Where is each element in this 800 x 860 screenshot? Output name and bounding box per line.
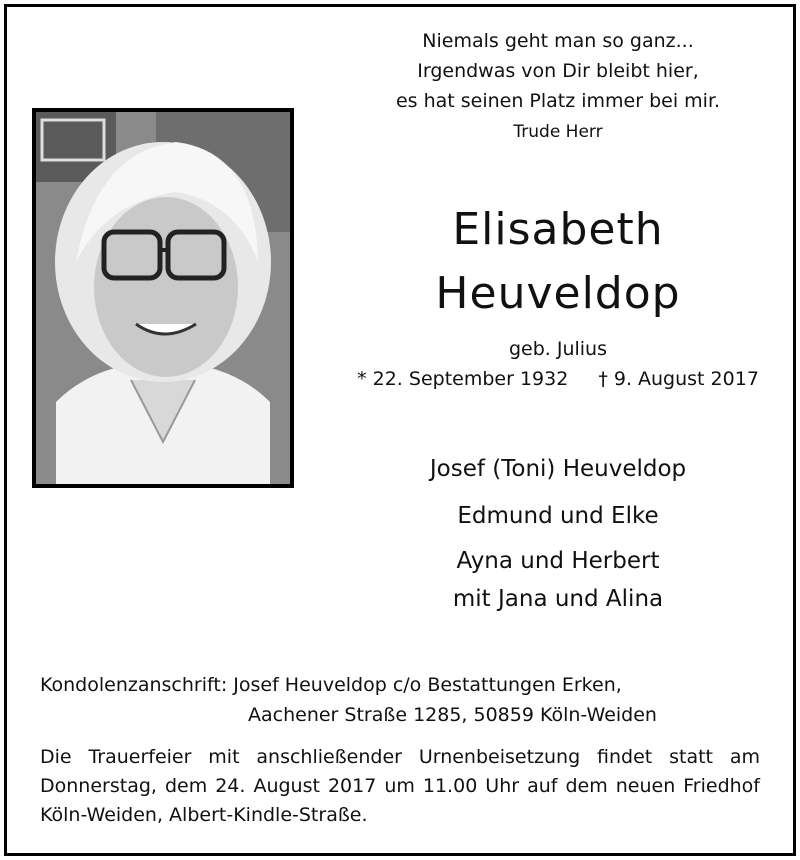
poem-author: Trude Herr [513,122,603,142]
mourner-1: Josef (Toni) Heuveldop [429,456,687,482]
funeral-line-3: Köln-Weiden, Albert-Kindle-Straße. [40,804,368,826]
deceased-first-name: Elisabeth [452,204,664,255]
funeral-line-2: Donnerstag, dem 24. August 2017 um 11.00 Uhr auf dem neuen Friedhof [40,775,760,797]
mourner-2: Edmund und Elke [457,503,659,529]
condolence-address-line-1: Kondolenzanschrift: Josef Heuveldop c/o Bestattungen Erken, [40,674,622,696]
death-date: † 9. August 2017 [598,368,759,390]
poem-line-2: Irgendwas von Dir bleibt hier, [417,60,699,82]
mourner-3: Ayna und Herbert [456,548,660,574]
funeral-line-1: Die Trauerfeier mit anschließender Urnenbeisetzung findet statt am [40,746,760,768]
mourner-4: mit Jana und Alina [452,586,664,612]
funeral-announcement [40,743,760,830]
condolence-address-line-2: Aachener Straße 1285, 50859 Köln-Weiden [248,704,657,726]
deceased-last-name: Heuveldop [435,268,681,319]
life-dates [330,368,786,390]
portrait-frame [32,108,294,488]
portrait-photo [36,112,290,484]
birth-date: * 22. September 1932 [357,368,569,390]
portrait-illustration [36,112,290,484]
poem-line-1: Niemals geht man so ganz... [422,30,694,52]
poem-line-3: es hat seinen Platz immer bei mir. [395,90,721,112]
maiden-name: geb. Julius [508,338,608,360]
